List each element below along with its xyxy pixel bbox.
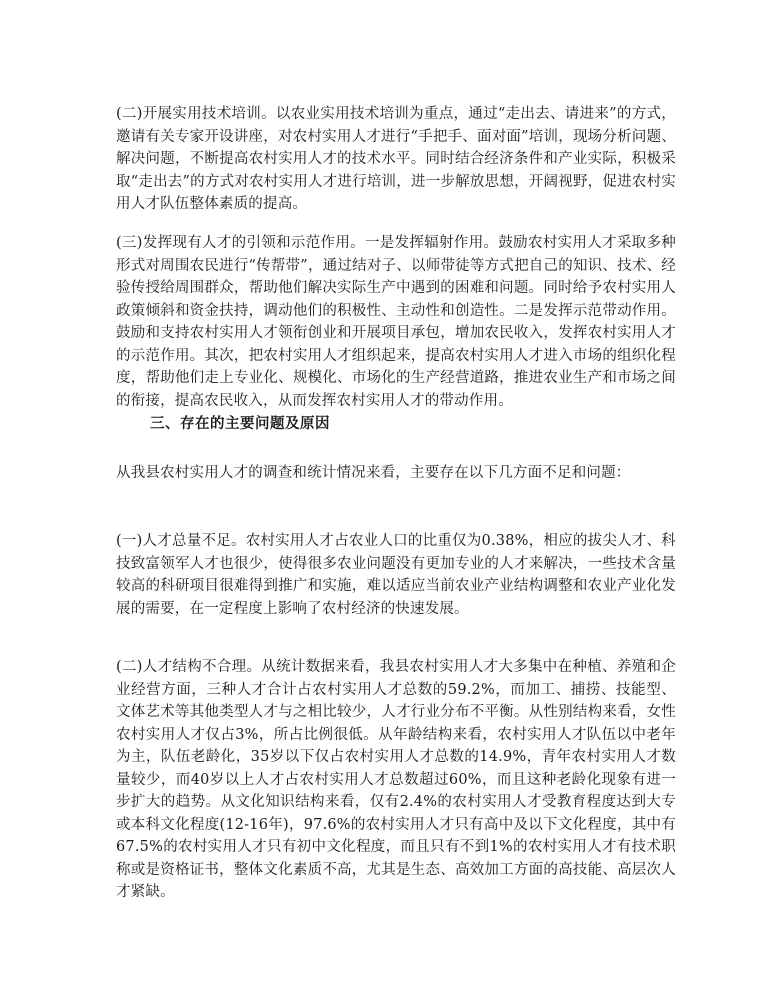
section-heading: 三、存在的主要问题及原因 [150, 415, 330, 432]
paragraph-talent-structure: (二)人才结构不合理。从统计数据来看，我县农村实用人才大多集中在种植、养殖和企业经营方面，三种人才合计占农村实用人才总数的59.2%，而加工、捕捞、技能型、文体艺术等其他类型人才与之相比较少，人才行业分布不平衡。从性别结构来看，女性农村实用人才仅占3%，所占比例很低。从年龄结构来看，农村实用人才队伍以中老年为主，队伍老龄化，35岁以下仅占农村实用人才总数的14.9%，青年农村实用人才数量较少，而40岁以上人才占农村实用人才总数超过60%，而且这种老龄化现象有进一步扩大的趋势。从文化知识结构来看，仅有2.4%的农村实用人才受教育程度达到大专或本科文化程度(12-16年)，97.6%的农村实用人才只有高中及以下文化程度，其中有67.5%的农村实用人才只有初中文化程度，而且只有不到1%的农村实用人才有技术职称或是资格证书，整体文化素质不高，尤其是生态、高效加工方面的高技能、高层次人才紧缺。 [116, 659, 676, 900]
paragraph-leading-role: (三)发挥现有人才的引领和示范作用。一是发挥辐射作用。鼓励农村实用人才采取多种形式对周围农民进行“传帮带”，通过结对子、以师带徒等方式把自己的知识、技术、经验传授给周围群众，帮助他们解决实际生产中遇到的困难和问题。同时给予农村实用人政策倾斜和资金扶持，调动他们的积极性、主动性和创造性。二是发挥示范带动作用。鼓励和支持农村实用人才领衔创业和开展项目承包，增加农民收入，发挥农村实用人才的示范作用。其次，把农村实用人才组织起来，提高农村实用人才进入市场的组织化程度，帮助他们走上专业化、规模化、市场化的生产经营道路，推进农业生产和市场之间的衔接，提高农民收入，从而发挥农村实用人才的带动作用。 [116, 235, 676, 409]
paragraph-intro-problems: 从我县农村实用人才的调查和统计情况来看，主要存在以下几方面不足和问题： [116, 465, 631, 481]
paragraph-talent-shortage: (一)人才总量不足。农村实用人才占农业人口的比重仅为0.38%，相应的拔尖人才、科技致富领军人才也很少，使得很多农业问题没有更加专业的人才来解决，一些技术含量较高的科研项目很难得到推广和实施，难以适应当前农业产业结构调整和农业产业化发展的需要，在一定程度上影响了农村经济的快速发展。 [116, 533, 676, 617]
paragraph-training: (二)开展实用技术培训。以农业实用技术培训为重点，通过“走出去、请进来”的方式，邀请有关专家开设讲座，对农村实用人才进行“手把手、面对面”培训，现场分析问题、解决问题，不断提高农村实用人才的技术水平。同时结合经济条件和产业实际，积极采取“走出去”的方式对农村实用人才进行培训，进一步解放思想，开阔视野，促进农村实用人才队伍整体素质的提高。 [116, 106, 676, 212]
